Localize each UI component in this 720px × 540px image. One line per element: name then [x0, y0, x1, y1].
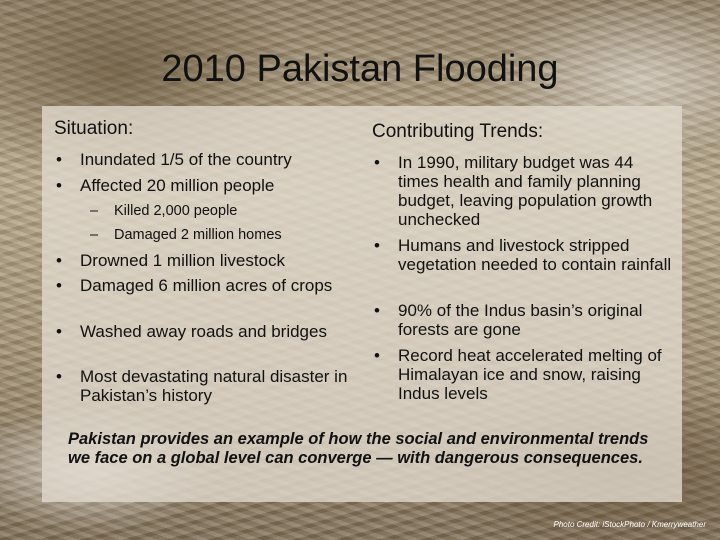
- bullet-dot-icon: •: [56, 251, 62, 270]
- list-item: [372, 236, 677, 274]
- bullet-dot-icon: •: [56, 176, 62, 195]
- summary-text: Pakistan provides an example of how the social and environmental trends we face on a global level can converge — with dangerous consequences.: [68, 430, 649, 467]
- bullet-dot-icon: •: [374, 236, 380, 255]
- trends-bullet-text: In 1990, military budget was 44 times health and family planning budget, leaving population growth unchecked: [398, 153, 653, 229]
- dash-bullet-icon: –: [90, 203, 99, 219]
- bullet-dot-icon: •: [56, 150, 62, 169]
- list-item: [372, 301, 677, 339]
- situation-sub-bullet-text: Damaged 2 million homes: [114, 227, 282, 243]
- trends-bullet-text: 90% of the Indus basin’s original forests are gone: [398, 301, 643, 339]
- list-item: [54, 367, 354, 405]
- bullet-dot-icon: •: [56, 367, 62, 386]
- bullet-dot-icon: •: [374, 301, 380, 320]
- list-item: [54, 150, 354, 169]
- sub-list-item: [54, 226, 354, 244]
- bullet-dot-icon: •: [56, 322, 62, 341]
- bullet-dot-icon: •: [374, 153, 380, 172]
- list-item: [54, 251, 354, 270]
- situation-bullet-text: Most devastating natural disaster in Pakistan’s history: [80, 367, 348, 405]
- photo-credit: Photo Credit: iStockPhoto / Kmerryweather: [553, 520, 706, 529]
- dash-bullet-icon: –: [90, 227, 99, 243]
- sub-list-item: [54, 202, 354, 220]
- slide-title: 2010 Pakistan Flooding: [161, 48, 559, 90]
- trends-bullet-text: Record heat accelerated melting of Himalayan ice and snow, raising Indus levels: [398, 346, 662, 403]
- list-item: [54, 176, 354, 195]
- trends-heading: Contributing Trends:: [372, 121, 544, 142]
- bullet-dot-icon: •: [374, 346, 380, 365]
- situation-bullet-text: Affected 20 million people: [80, 176, 275, 195]
- situation-bullet-text: Inundated 1/5 of the country: [80, 150, 292, 169]
- situation-bullet-text: Damaged 6 million acres of crops: [80, 276, 333, 295]
- situation-heading: Situation:: [54, 118, 134, 139]
- list-item: [372, 346, 677, 403]
- bullet-dot-icon: •: [56, 276, 62, 295]
- list-item: [54, 322, 354, 341]
- list-item: [54, 276, 354, 295]
- situation-bullet-text: Drowned 1 million livestock: [80, 251, 286, 270]
- trends-bullet-text: Humans and livestock stripped vegetation needed to contain rainfall: [398, 236, 672, 274]
- situation-bullet-text: Washed away roads and bridges: [80, 322, 327, 341]
- list-item: [372, 153, 677, 229]
- situation-sub-bullet-text: Killed 2,000 people: [114, 203, 238, 219]
